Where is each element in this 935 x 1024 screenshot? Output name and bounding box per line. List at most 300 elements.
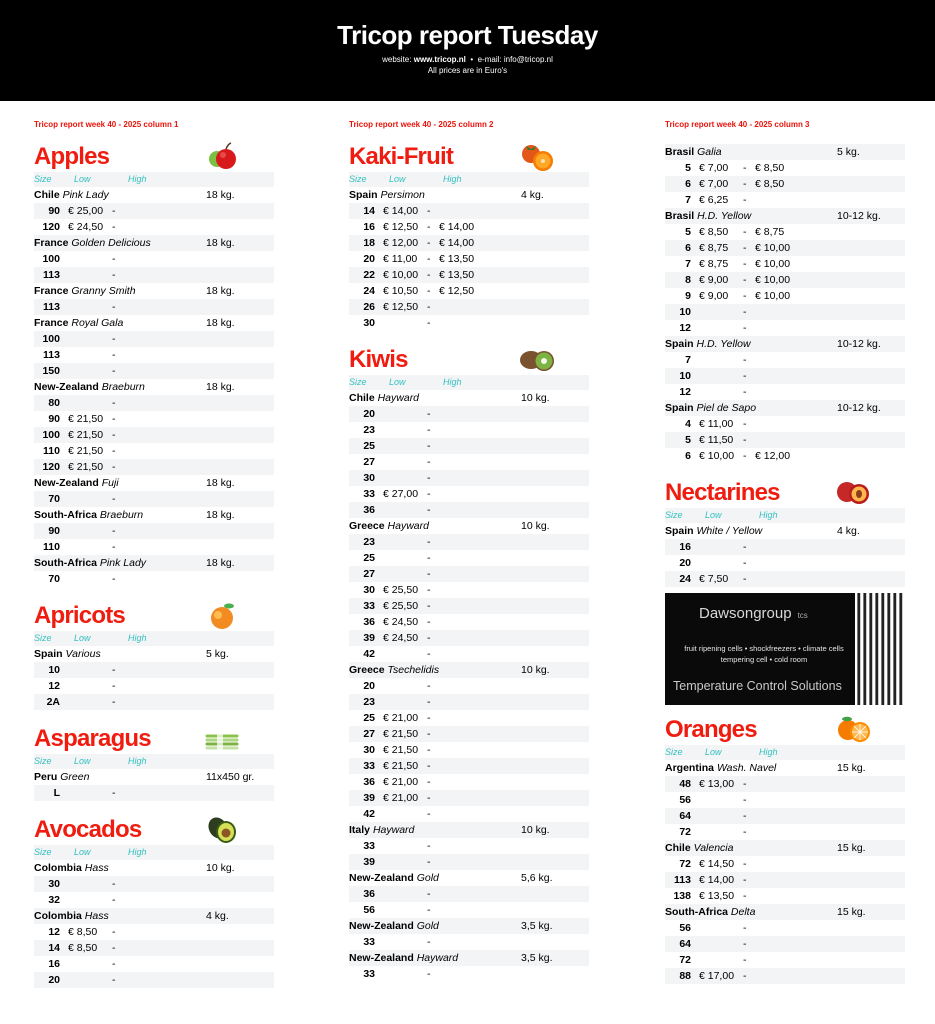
- size: 48: [679, 778, 691, 790]
- package-weight: 10-12 kg.: [837, 402, 881, 414]
- size: 33: [363, 840, 375, 852]
- size: 33: [363, 488, 375, 500]
- price-row: [349, 790, 589, 806]
- dawsongroup-advertisement[interactable]: [665, 593, 905, 705]
- price-dash: -: [743, 354, 747, 366]
- origin-country: New-Zealand: [349, 920, 414, 932]
- price-row: [349, 283, 589, 299]
- origin-variety: Gold: [416, 872, 439, 884]
- price-row: [34, 571, 274, 587]
- price-dash: -: [427, 568, 431, 580]
- price-row: [34, 892, 274, 908]
- section-title: Kaki-Fruit: [349, 143, 454, 170]
- origin-variety: Wash. Navel: [716, 762, 777, 774]
- package-weight: 15 kg.: [837, 906, 866, 918]
- origin: [349, 518, 429, 534]
- price-row: [34, 785, 274, 801]
- price-dash: -: [427, 456, 431, 468]
- price-row: [349, 806, 589, 822]
- origin-variety: Royal Gala: [71, 317, 124, 329]
- origin-row: [665, 523, 905, 539]
- price-row: [665, 384, 905, 400]
- email-link[interactable]: info@tricop.nl: [503, 55, 553, 64]
- legend-size: Size: [34, 756, 52, 766]
- size: 4: [685, 418, 691, 430]
- origin-country: New-Zealand: [349, 952, 414, 964]
- origin-country: Greece: [349, 664, 385, 676]
- package-weight: 18 kg.: [206, 477, 235, 489]
- legend-low: Low: [74, 847, 91, 857]
- price-low: € 13,50: [699, 890, 735, 902]
- origin: [34, 646, 101, 662]
- price-row: [34, 203, 274, 219]
- price-row: [665, 539, 905, 555]
- price-dash: -: [112, 365, 116, 377]
- price-low: € 21,50: [68, 413, 104, 425]
- column-legend: [34, 631, 274, 646]
- price-low: € 14,00: [699, 874, 735, 886]
- website-label: website:: [382, 55, 412, 64]
- section-title: Avocados: [34, 816, 142, 843]
- column-tag: Tricop report week 40 - 2025 column 1: [34, 120, 179, 129]
- size: 5: [685, 434, 691, 446]
- price-dash: -: [743, 386, 747, 398]
- size: 10: [679, 306, 691, 318]
- origin: [349, 822, 414, 838]
- price-row: [34, 363, 274, 379]
- origin: [34, 769, 89, 785]
- section-title: Nectarines: [665, 479, 780, 506]
- origin-variety: Pink Lady: [62, 189, 109, 201]
- section-title: Oranges: [665, 716, 757, 743]
- legend-high: High: [128, 633, 147, 643]
- nectarines-section: [665, 478, 905, 587]
- price-dash: -: [112, 429, 116, 441]
- size: 23: [363, 424, 375, 436]
- price-dash: -: [427, 440, 431, 452]
- stripes-graphic: [855, 593, 905, 705]
- origin-row: [665, 144, 905, 160]
- price-low: € 25,00: [68, 205, 104, 217]
- legend-size: Size: [34, 633, 52, 643]
- price-row: [349, 742, 589, 758]
- kiwis-section: [349, 345, 589, 982]
- origin-variety: Persimon: [380, 189, 425, 201]
- size: 16: [679, 541, 691, 553]
- section-header: [665, 478, 905, 508]
- price-row: [34, 694, 274, 710]
- origin-country: Spain: [665, 338, 694, 350]
- origin: [34, 908, 109, 924]
- origin-country: South-Africa: [34, 557, 97, 569]
- price-dash: -: [112, 221, 116, 233]
- price-dash: -: [112, 445, 116, 457]
- price-low: € 7,50: [699, 573, 729, 585]
- price-row: [349, 422, 589, 438]
- price-dash: -: [112, 878, 116, 890]
- price-low: € 21,50: [383, 760, 419, 772]
- package-weight: 18 kg.: [206, 189, 235, 201]
- price-dash: -: [427, 808, 431, 820]
- price-dash: -: [743, 450, 747, 462]
- size: 36: [363, 616, 375, 628]
- price-row: [665, 571, 905, 587]
- price-low: € 25,50: [383, 584, 419, 596]
- section-title: Kiwis: [349, 346, 408, 373]
- price-dash: -: [427, 760, 431, 772]
- origin-row: [34, 187, 274, 203]
- size: 110: [43, 541, 60, 553]
- price-high: € 10,00: [755, 258, 791, 270]
- size: 39: [363, 632, 375, 644]
- price-row: [349, 502, 589, 518]
- price-low: € 12,50: [383, 221, 419, 233]
- price-dash: -: [427, 728, 431, 740]
- size: 30: [363, 472, 375, 484]
- size: 20: [363, 253, 375, 265]
- origin-variety: Golden Delicious: [71, 237, 151, 249]
- origin-row: [34, 283, 274, 299]
- price-high: € 8,50: [755, 178, 785, 190]
- package-weight: 10 kg.: [521, 824, 550, 836]
- origin-variety: Hayward: [387, 520, 429, 532]
- price-low: € 24,50: [383, 616, 419, 628]
- package-weight: 10 kg.: [521, 664, 550, 676]
- price-row: [665, 272, 905, 288]
- price-dash: -: [112, 397, 116, 409]
- kaki-fruit-section: [349, 142, 589, 331]
- origin-row: [34, 769, 274, 785]
- price-row: [665, 824, 905, 840]
- legend-low: Low: [74, 756, 91, 766]
- price-low: € 9,00: [699, 274, 729, 286]
- origin-row: [665, 208, 905, 224]
- legend-low: Low: [705, 510, 722, 520]
- origin-variety: Various: [65, 648, 101, 660]
- size: 30: [363, 584, 375, 596]
- column-2: [349, 118, 589, 982]
- price-dash: -: [427, 317, 431, 329]
- price-row: [349, 934, 589, 950]
- price-row: [349, 886, 589, 902]
- size: 8: [685, 274, 691, 286]
- price-high: € 12,50: [439, 285, 475, 297]
- legend-high: High: [443, 174, 462, 184]
- price-dash: -: [427, 424, 431, 436]
- column-legend: [349, 172, 589, 187]
- price-dash: -: [427, 301, 431, 313]
- price-dash: -: [427, 936, 431, 948]
- price-dash: -: [743, 434, 747, 446]
- orange-icon: [835, 713, 871, 745]
- origin-variety: Tsechelidis: [387, 664, 440, 676]
- price-dash: -: [743, 826, 747, 838]
- origin: [349, 950, 458, 966]
- size: 16: [48, 958, 60, 970]
- price-dash: -: [743, 322, 747, 334]
- origin: [349, 870, 439, 886]
- size: 33: [363, 968, 375, 980]
- size: 70: [48, 493, 60, 505]
- origin-variety: Piel de Sapo: [696, 402, 757, 414]
- origin-row: [34, 379, 274, 395]
- origin: [665, 904, 755, 920]
- package-weight: 4 kg.: [521, 189, 544, 201]
- size: 27: [363, 456, 375, 468]
- origin-row: [349, 918, 589, 934]
- price-low: € 21,50: [383, 744, 419, 756]
- origin: [665, 208, 751, 224]
- size: 27: [363, 728, 375, 740]
- package-weight: 3,5 kg.: [521, 920, 553, 932]
- price-row: [34, 972, 274, 988]
- price-low: € 21,00: [383, 776, 419, 788]
- size: 110: [43, 445, 60, 457]
- price-dash: -: [743, 922, 747, 934]
- price-dash: -: [427, 680, 431, 692]
- origin-row: [349, 662, 589, 678]
- size: 72: [679, 858, 691, 870]
- price-row: [665, 416, 905, 432]
- size: 6: [685, 242, 691, 254]
- origin-row: [34, 860, 274, 876]
- price-dash: -: [112, 664, 116, 676]
- legend-size: Size: [665, 747, 683, 757]
- size: 27: [363, 568, 375, 580]
- price-row: [349, 854, 589, 870]
- price-dash: -: [112, 926, 116, 938]
- size: 12: [48, 680, 60, 692]
- price-low: € 17,00: [699, 970, 735, 982]
- price-dash: -: [427, 840, 431, 852]
- price-dash: -: [427, 536, 431, 548]
- origin-variety: Hayward: [372, 824, 415, 836]
- origin-country: Spain: [665, 525, 694, 537]
- price-high: € 12,00: [755, 450, 791, 462]
- price-dash: -: [743, 938, 747, 950]
- price-row: [349, 534, 589, 550]
- size: 23: [363, 696, 375, 708]
- size: 90: [48, 205, 60, 217]
- price-dash: -: [427, 904, 431, 916]
- origin-row: [349, 870, 589, 886]
- price-low: € 11,00: [383, 253, 418, 265]
- apple-icon: [204, 140, 240, 172]
- price-row: [34, 347, 274, 363]
- legend-size: Size: [34, 847, 52, 857]
- price-row: [665, 872, 905, 888]
- ad-brand-name: Dawsongroup: [699, 605, 792, 622]
- price-row: [349, 774, 589, 790]
- price-dash: -: [743, 970, 747, 982]
- price-dash: -: [112, 253, 116, 265]
- price-low: € 8,75: [699, 242, 729, 254]
- oranges-section: [665, 715, 905, 984]
- package-weight: 5 kg.: [837, 146, 860, 158]
- ad-services: fruit ripening cells • shockfreezers • climate cells tempering cell • cold room: [684, 644, 844, 664]
- price-dash: -: [743, 778, 747, 790]
- column-legend: [349, 375, 589, 390]
- price-dash: -: [112, 301, 116, 313]
- nectarine-icon: [835, 476, 871, 508]
- price-dash: -: [743, 954, 747, 966]
- column-legend: [665, 745, 905, 760]
- legend-high: High: [128, 756, 147, 766]
- price-high: € 13,50: [439, 253, 475, 265]
- origin-variety: Granny Smith: [71, 285, 136, 297]
- price-row: [34, 459, 274, 475]
- package-weight: 3,5 kg.: [521, 952, 553, 964]
- price-row: [665, 256, 905, 272]
- price-dash: -: [427, 648, 431, 660]
- price-row: [34, 539, 274, 555]
- origin: [34, 187, 109, 203]
- origin-country: Peru: [34, 771, 58, 783]
- price-row: [349, 966, 589, 982]
- origin-country: France: [34, 317, 69, 329]
- origin-country: Colombia: [34, 862, 82, 874]
- price-dash: -: [427, 552, 431, 564]
- size: 42: [363, 648, 375, 660]
- package-weight: 18 kg.: [206, 285, 235, 297]
- origin-country: France: [34, 237, 69, 249]
- origin-row: [349, 822, 589, 838]
- price-high: € 10,00: [755, 274, 791, 286]
- price-row: [349, 726, 589, 742]
- size: 72: [679, 954, 691, 966]
- section-title: Apples: [34, 143, 110, 170]
- size: 5: [685, 162, 691, 174]
- price-row: [665, 192, 905, 208]
- origin-row: [349, 518, 589, 534]
- origin-row: [34, 555, 274, 571]
- price-row: [665, 224, 905, 240]
- price-row: [349, 251, 589, 267]
- price-row: [349, 470, 589, 486]
- price-row: [34, 523, 274, 539]
- size: 25: [363, 440, 375, 452]
- size: 20: [48, 974, 60, 986]
- legend-high: High: [759, 510, 778, 520]
- column-legend: [34, 754, 274, 769]
- price-row: [665, 952, 905, 968]
- price-row: [349, 694, 589, 710]
- ad-brand: [699, 605, 808, 622]
- price-dash: -: [743, 573, 747, 585]
- size: 56: [363, 904, 375, 916]
- column-legend: [665, 508, 905, 523]
- size: 100: [42, 253, 60, 265]
- price-row: [34, 876, 274, 892]
- size: 26: [363, 301, 375, 313]
- origin-row: [34, 235, 274, 251]
- report-header: [0, 0, 935, 101]
- price-dash: -: [427, 968, 431, 980]
- price-row: [34, 299, 274, 315]
- price-row: [349, 550, 589, 566]
- price-row: [349, 598, 589, 614]
- price-row: [665, 808, 905, 824]
- apples-section: [34, 142, 274, 587]
- origin-variety: Hass: [84, 910, 109, 922]
- origin-row: [349, 187, 589, 203]
- origin-variety: Braeburn: [99, 509, 144, 521]
- price-row: [34, 267, 274, 283]
- origin: [665, 336, 751, 352]
- origin: [349, 918, 439, 934]
- price-dash: -: [743, 226, 747, 238]
- origin: [34, 555, 146, 571]
- section-header: [349, 142, 589, 172]
- size: 6: [685, 178, 691, 190]
- price-row: [665, 920, 905, 936]
- origin-variety: Galia: [697, 146, 722, 158]
- section-title: Apricots: [34, 602, 125, 629]
- price-dash: -: [427, 632, 431, 644]
- size: 23: [363, 536, 375, 548]
- column-1: [34, 118, 274, 988]
- size: 33: [363, 760, 375, 772]
- price-high: € 14,00: [439, 237, 475, 249]
- origin-row: [665, 760, 905, 776]
- origin-row: [349, 390, 589, 406]
- column-3: [665, 118, 905, 984]
- legend-size: Size: [349, 377, 367, 387]
- ad-brand-suffix: tcs: [797, 611, 808, 620]
- currency-note: All prices are in Euro's: [427, 66, 508, 75]
- package-weight: 18 kg.: [206, 509, 235, 521]
- price-dash: -: [427, 712, 431, 724]
- origin-country: France: [34, 285, 69, 297]
- legend-low: Low: [705, 747, 722, 757]
- origin-country: Argentina: [665, 762, 715, 774]
- size: 113: [43, 269, 60, 281]
- column-legend: [34, 845, 274, 860]
- origin-variety: Valencia: [693, 842, 734, 854]
- price-row: [665, 432, 905, 448]
- size: 100: [42, 429, 60, 441]
- size: 12: [48, 926, 60, 938]
- price-high: € 10,00: [755, 242, 791, 254]
- price-low: € 21,00: [383, 712, 419, 724]
- price-row: [665, 776, 905, 792]
- package-weight: 18 kg.: [206, 237, 235, 249]
- package-weight: 10 kg.: [521, 392, 550, 404]
- price-dash: -: [427, 616, 431, 628]
- size: 7: [685, 194, 691, 206]
- size: 24: [679, 573, 691, 585]
- price-low: € 21,50: [383, 728, 419, 740]
- origin-country: South-Africa: [34, 509, 97, 521]
- size: 36: [363, 504, 375, 516]
- section-header: [34, 815, 274, 845]
- price-dash: -: [112, 541, 116, 553]
- size: 80: [48, 397, 60, 409]
- price-row: [34, 411, 274, 427]
- size: 12: [679, 322, 691, 334]
- size: L: [53, 787, 60, 799]
- price-low: € 10,50: [383, 285, 419, 297]
- price-row: [665, 240, 905, 256]
- price-dash: -: [427, 776, 431, 788]
- size: 30: [363, 317, 375, 329]
- size: 120: [42, 221, 60, 233]
- website-link[interactable]: www.tricop.nl: [413, 55, 466, 64]
- size: 39: [363, 856, 375, 868]
- price-dash: -: [743, 890, 747, 902]
- apricots-section: [34, 601, 274, 710]
- price-low: € 13,00: [699, 778, 735, 790]
